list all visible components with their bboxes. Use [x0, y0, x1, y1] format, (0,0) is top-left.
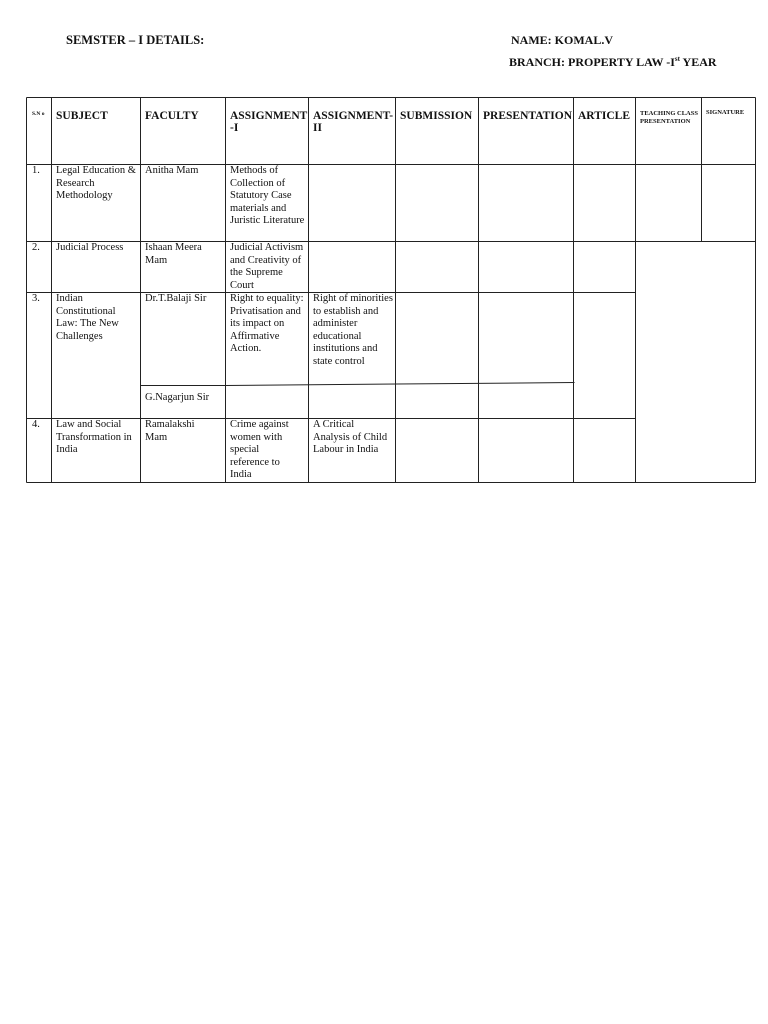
col-header-signature: SIGNATURE — [706, 109, 745, 116]
branch-text: BRANCH: PROPERTY LAW -I — [509, 55, 675, 69]
row-3-faculty-2: G.Nagarjun Sir — [145, 392, 210, 403]
col-header-subject: SUBJECT — [56, 110, 108, 122]
row-2-subject: Judicial Process — [56, 242, 124, 253]
branch-line — [509, 55, 717, 70]
col-header-assignment-1: ASSIGNMENT -I — [230, 110, 308, 134]
col-header-teaching-class-presentation: TEACHING CLASS PRESENTATION — [640, 110, 698, 125]
row-1-assignment-1: Methods of Collection of Statutory Case materials and Juristic Literature — [230, 165, 305, 227]
row-3-subject: Indian Constitutional Law: The New Challenges — [56, 293, 119, 342]
col-header-faculty: FACULTY — [145, 110, 199, 122]
col-header-article: ARTICLE — [578, 110, 630, 122]
row-1-sno: 1. — [32, 165, 40, 176]
row-3-assignment-2: Right of minorities to establish and administer educational institutions and state control — [313, 293, 393, 367]
row-3-sno: 3. — [32, 293, 40, 304]
branch-superscript: st — [674, 55, 680, 63]
row-4-sno: 4. — [32, 419, 40, 430]
semester-title: SEMSTER – I DETAILS: — [66, 33, 205, 47]
branch-year: YEAR — [679, 55, 717, 69]
col-header-presentation: PRESENTATION — [483, 110, 573, 122]
row-4-subject: Law and Social Transformation in India — [56, 419, 132, 456]
row-3-faculty: Dr.T.Balaji Sir — [145, 293, 207, 304]
row-2-sno: 2. — [32, 242, 40, 253]
row-4-faculty: Ramalakshi Mam — [145, 419, 195, 443]
col-header-submission: SUBMISSION — [400, 110, 473, 122]
row-1-subject: Legal Education & Research Methodology — [56, 165, 136, 202]
student-name: NAME: KOMAL.V — [511, 33, 613, 47]
col-header-sno: S.N o — [32, 111, 45, 117]
row-1-faculty: Anitha Mam — [145, 165, 199, 176]
col-header-assignment-2: ASSIGNMENT- II — [313, 110, 394, 134]
semester-details-table — [26, 97, 756, 483]
row-4-assignment-2: A Critical Analysis of Child Labour in India — [313, 419, 388, 456]
row-2-faculty: Ishaan Meera Mam — [145, 242, 202, 266]
row-4-assignment-1: Crime against women with special reference to India — [230, 419, 289, 481]
row-3-assignment-1: Right to equality: Privatisation and its impact on Affirmative Action. — [230, 293, 304, 355]
row-2-assignment-1: Judicial Activism and Creativity of the Supreme Court — [230, 242, 304, 291]
